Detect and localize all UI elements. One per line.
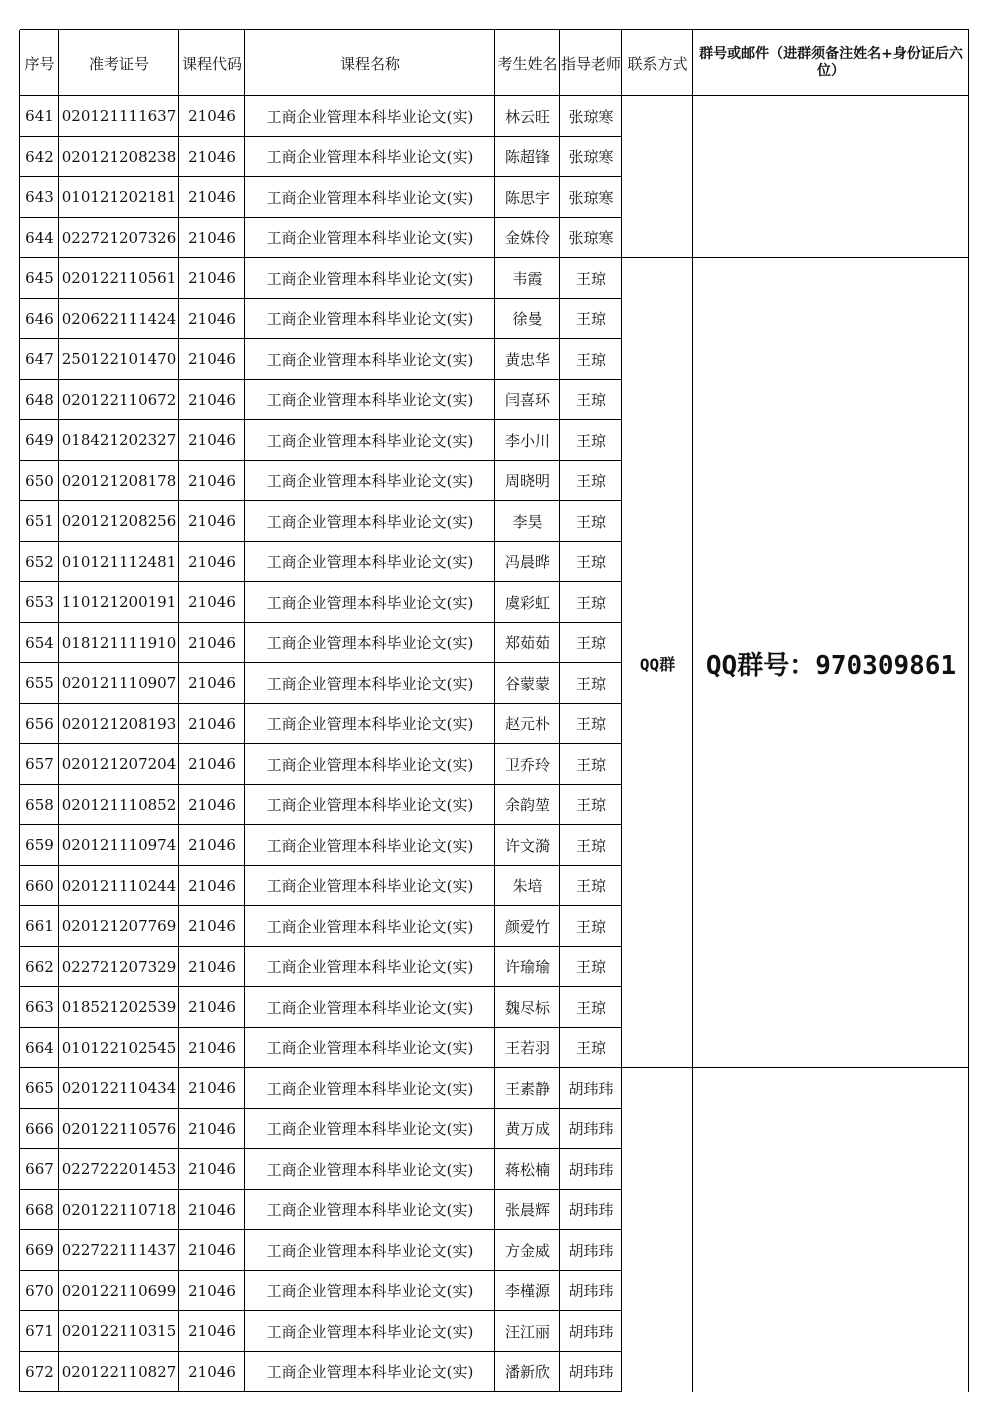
course-code-cell: 21046 (188, 107, 236, 126)
student-name-cell: 潘新欣 (504, 1363, 550, 1382)
advisor-cell: 王琼 (575, 269, 606, 288)
course-code-cell: 21046 (188, 1200, 236, 1219)
course-code-cell: 21046 (188, 309, 236, 328)
seq-cell: 663 (25, 998, 54, 1017)
advisor-cell: 王琼 (575, 958, 606, 977)
student-name-cell: 朱培 (512, 877, 543, 896)
course-code-cell: 21046 (188, 1038, 236, 1057)
exam-number-cell: 020121110244 (61, 876, 177, 895)
seq-cell: 664 (25, 1038, 54, 1057)
exam-number-cell: 020122110699 (61, 1281, 177, 1300)
course-name-cell: 工商企业管理本科毕业论文(实) (266, 553, 474, 572)
header-seq: 序号 (24, 54, 55, 73)
header-group-info: 群号或邮件（进群须备注姓名+身份证后六位） (699, 46, 963, 79)
course-name-cell: 工商企业管理本科毕业论文(实) (266, 148, 474, 167)
advisor-cell: 王琼 (575, 431, 606, 450)
exam-number-cell: 022722201453 (61, 1160, 177, 1179)
student-name-cell: 冯晨晔 (504, 553, 550, 572)
grid-vline (178, 30, 179, 1392)
exam-number-cell: 022722111437 (61, 1241, 177, 1260)
seq-cell: 660 (25, 876, 54, 895)
grid-vline (494, 30, 495, 1392)
course-name-cell: 工商企业管理本科毕业论文(实) (266, 877, 474, 896)
course-name-cell: 工商企业管理本科毕业论文(实) (266, 998, 474, 1017)
header-course-name: 课程名称 (339, 54, 400, 73)
exam-number-cell: 020121208238 (61, 147, 177, 166)
group-info-cell (693, 96, 969, 258)
exam-number-cell: 020122110672 (61, 390, 177, 409)
advisor-cell: 胡玮玮 (568, 1079, 614, 1098)
student-table (20, 30, 969, 1392)
exam-number-cell: 020122110576 (61, 1119, 177, 1138)
seq-cell: 662 (25, 957, 54, 976)
exam-number-cell: 022721207326 (61, 228, 177, 247)
course-code-cell: 21046 (188, 188, 236, 207)
course-name-cell: 工商企业管理本科毕业论文(实) (266, 391, 474, 410)
seq-cell: 666 (25, 1119, 54, 1138)
student-name-cell: 蒋松楠 (504, 1160, 550, 1179)
exam-number-cell: 020122110561 (61, 269, 177, 288)
grid-hline (20, 743, 622, 744)
seq-cell: 643 (25, 188, 54, 207)
course-code-cell: 21046 (188, 471, 236, 490)
student-name-cell: 余韵堃 (504, 796, 550, 815)
student-name-cell: 陈超锋 (504, 148, 550, 167)
advisor-cell: 王琼 (575, 391, 606, 410)
grid-vline (244, 30, 245, 1392)
student-name-cell: 王若羽 (504, 1039, 550, 1058)
advisor-cell: 王琼 (575, 917, 606, 936)
grid-hline (20, 298, 622, 299)
course-code-cell: 21046 (188, 674, 236, 693)
seq-cell: 653 (25, 593, 54, 612)
course-code-cell: 21046 (188, 998, 236, 1017)
advisor-cell: 王琼 (575, 634, 606, 653)
student-name-cell: 许文漪 (504, 836, 550, 855)
course-name-cell: 工商企业管理本科毕业论文(实) (266, 1241, 474, 1260)
student-name-cell: 王素静 (504, 1079, 550, 1098)
grid-vline (19, 30, 20, 1392)
exam-number-cell: 018521202539 (61, 998, 177, 1017)
course-code-cell: 21046 (188, 593, 236, 612)
exam-number-cell: 020122110315 (61, 1322, 177, 1341)
grid-hline (20, 1189, 622, 1190)
exam-number-cell: 020121208193 (61, 714, 177, 733)
advisor-cell: 王琼 (575, 755, 606, 774)
course-code-cell: 21046 (188, 269, 236, 288)
exam-number-cell: 020121208256 (61, 512, 177, 531)
course-code-cell: 21046 (188, 755, 236, 774)
course-name-cell: 工商企业管理本科毕业论文(实) (266, 269, 474, 288)
advisor-cell: 王琼 (575, 1039, 606, 1058)
contact-cell (622, 96, 693, 258)
seq-cell: 665 (25, 1079, 54, 1098)
group-info-cell: QQ群号：970309861 (705, 650, 957, 681)
student-name-cell: 颜爱竹 (504, 917, 550, 936)
course-name-cell: 工商企业管理本科毕业论文(实) (266, 1322, 474, 1341)
advisor-cell: 胡玮玮 (568, 1363, 614, 1382)
grid-hline (20, 1027, 622, 1028)
exam-number-cell: 020121110907 (61, 674, 177, 693)
course-code-cell: 21046 (188, 1362, 236, 1381)
student-name-cell: 黄忠华 (504, 350, 550, 369)
course-code-cell: 21046 (188, 390, 236, 409)
grid-hline (20, 1351, 622, 1352)
grid-hline (20, 622, 622, 623)
grid-hline (20, 1391, 622, 1392)
course-code-cell: 21046 (188, 714, 236, 733)
course-name-cell: 工商企业管理本科毕业论文(实) (266, 593, 474, 612)
exam-number-cell: 020622111424 (61, 309, 177, 328)
exam-number-cell: 020121207204 (61, 755, 177, 774)
grid-vline (692, 30, 693, 1392)
seq-cell: 656 (25, 714, 54, 733)
grid-hline (20, 986, 622, 987)
header-exam-number: 准考证号 (88, 54, 149, 73)
grid-hline (20, 824, 622, 825)
course-name-cell: 工商企业管理本科毕业论文(实) (266, 472, 474, 491)
grid-hline (20, 460, 622, 461)
advisor-cell: 王琼 (575, 998, 606, 1017)
student-name-cell: 方金威 (504, 1241, 550, 1260)
grid-hline (20, 784, 622, 785)
grid-hline (20, 1108, 622, 1109)
exam-number-cell: 020121111637 (61, 107, 177, 126)
exam-number-cell: 110121200191 (61, 593, 177, 612)
student-name-cell: 金姝伶 (504, 229, 550, 248)
student-name-cell: 陈思宇 (504, 188, 550, 207)
grid-hline (20, 1067, 969, 1068)
grid-hline (20, 338, 622, 339)
course-name-cell: 工商企业管理本科毕业论文(实) (266, 350, 474, 369)
header-advisor: 指导老师 (560, 54, 621, 73)
course-code-cell: 21046 (188, 957, 236, 976)
grid-hline (20, 29, 969, 30)
contact-cell: QQ群 (639, 654, 676, 674)
grid-vline (968, 30, 969, 1392)
grid-hline (20, 1148, 622, 1149)
seq-cell: 657 (25, 755, 54, 774)
course-code-cell: 21046 (188, 876, 236, 895)
grid-vline (559, 30, 560, 1392)
grid-vline (58, 30, 59, 1392)
grid-hline (20, 257, 969, 258)
grid-hline (20, 379, 622, 380)
exam-number-cell: 020121208178 (61, 471, 177, 490)
course-name-cell: 工商企业管理本科毕业论文(实) (266, 310, 474, 329)
student-name-cell: 闫喜环 (504, 391, 550, 410)
course-name-cell: 工商企业管理本科毕业论文(实) (266, 715, 474, 734)
exam-number-cell: 010122102545 (61, 1038, 177, 1057)
seq-cell: 672 (25, 1362, 54, 1381)
course-code-cell: 21046 (188, 1119, 236, 1138)
student-name-cell: 郑茹茹 (504, 634, 550, 653)
header-contact: 联系方式 (627, 54, 688, 73)
course-code-cell: 21046 (188, 1160, 236, 1179)
exam-number-cell: 022721207329 (61, 957, 177, 976)
advisor-cell: 王琼 (575, 593, 606, 612)
seq-cell: 667 (25, 1160, 54, 1179)
course-name-cell: 工商企业管理本科毕业论文(实) (266, 917, 474, 936)
grid-hline (20, 703, 622, 704)
advisor-cell: 胡玮玮 (568, 1241, 614, 1260)
student-name-cell: 赵元朴 (504, 715, 550, 734)
exam-number-cell: 010121202181 (61, 188, 177, 207)
exam-number-cell: 020121110852 (61, 795, 177, 814)
advisor-cell: 张琼寒 (568, 229, 614, 248)
course-code-cell: 21046 (188, 836, 236, 855)
student-name-cell: 魏尽标 (504, 998, 550, 1017)
contact-cell (622, 1068, 693, 1392)
seq-cell: 651 (25, 512, 54, 531)
advisor-cell: 张琼寒 (568, 107, 614, 126)
seq-cell: 671 (25, 1322, 54, 1341)
student-name-cell: 徐曼 (512, 310, 543, 329)
course-name-cell: 工商企业管理本科毕业论文(实) (266, 796, 474, 815)
student-name-cell: 张晨辉 (504, 1201, 550, 1220)
exam-number-cell: 018121111910 (61, 633, 177, 652)
course-code-cell: 21046 (188, 512, 236, 531)
grid-hline (20, 217, 622, 218)
course-code-cell: 21046 (188, 552, 236, 571)
course-name-cell: 工商企业管理本科毕业论文(实) (266, 188, 474, 207)
grid-hline (20, 95, 969, 96)
grid-hline (20, 581, 622, 582)
advisor-cell: 王琼 (575, 674, 606, 693)
exam-number-cell: 020121110974 (61, 836, 177, 855)
course-code-cell: 21046 (188, 228, 236, 247)
seq-cell: 649 (25, 431, 54, 450)
course-name-cell: 工商企业管理本科毕业论文(实) (266, 512, 474, 531)
exam-number-cell: 020122110434 (61, 1079, 177, 1098)
exam-number-cell: 250122101470 (61, 350, 177, 369)
course-name-cell: 工商企业管理本科毕业论文(实) (266, 1160, 474, 1179)
exam-number-cell: 018421202327 (61, 431, 177, 450)
seq-cell: 644 (25, 228, 54, 247)
grid-hline (20, 662, 622, 663)
course-name-cell: 工商企业管理本科毕业论文(实) (266, 958, 474, 977)
advisor-cell: 胡玮玮 (568, 1201, 614, 1220)
seq-cell: 641 (25, 107, 54, 126)
advisor-cell: 胡玮玮 (568, 1160, 614, 1179)
grid-hline (20, 419, 622, 420)
course-code-cell: 21046 (188, 1079, 236, 1098)
advisor-cell: 王琼 (575, 877, 606, 896)
advisor-cell: 张琼寒 (568, 148, 614, 167)
seq-cell: 642 (25, 147, 54, 166)
advisor-cell: 王琼 (575, 796, 606, 815)
seq-cell: 648 (25, 390, 54, 409)
header-student-name: 考生姓名 (497, 54, 558, 73)
grid-hline (20, 1270, 622, 1271)
advisor-cell: 王琼 (575, 836, 606, 855)
advisor-cell: 张琼寒 (568, 188, 614, 207)
student-name-cell: 周晓明 (504, 472, 550, 491)
student-name-cell: 李槿源 (504, 1282, 550, 1301)
student-name-cell: 虞彩虹 (504, 593, 550, 612)
student-name-cell: 林云旺 (504, 107, 550, 126)
seq-cell: 669 (25, 1241, 54, 1260)
exam-number-cell: 010121112481 (61, 552, 177, 571)
course-code-cell: 21046 (188, 1241, 236, 1260)
course-name-cell: 工商企业管理本科毕业论文(实) (266, 674, 474, 693)
course-code-cell: 21046 (188, 1281, 236, 1300)
course-code-cell: 21046 (188, 350, 236, 369)
advisor-cell: 王琼 (575, 715, 606, 734)
grid-hline (20, 865, 622, 866)
grid-hline (20, 905, 622, 906)
grid-hline (20, 136, 622, 137)
seq-cell: 654 (25, 633, 54, 652)
seq-cell: 668 (25, 1200, 54, 1219)
course-name-cell: 工商企业管理本科毕业论文(实) (266, 1079, 474, 1098)
advisor-cell: 王琼 (575, 472, 606, 491)
advisor-cell: 胡玮玮 (568, 1282, 614, 1301)
seq-cell: 670 (25, 1281, 54, 1300)
course-name-cell: 工商企业管理本科毕业论文(实) (266, 836, 474, 855)
header-course-code: 课程代码 (181, 54, 242, 73)
seq-cell: 646 (25, 309, 54, 328)
seq-cell: 659 (25, 836, 54, 855)
course-name-cell: 工商企业管理本科毕业论文(实) (266, 1201, 474, 1220)
course-code-cell: 21046 (188, 917, 236, 936)
course-name-cell: 工商企业管理本科毕业论文(实) (266, 634, 474, 653)
course-name-cell: 工商企业管理本科毕业论文(实) (266, 1363, 474, 1382)
course-name-cell: 工商企业管理本科毕业论文(实) (266, 1120, 474, 1139)
course-code-cell: 21046 (188, 431, 236, 450)
student-name-cell: 卫乔玲 (504, 755, 550, 774)
student-name-cell: 谷蒙蒙 (504, 674, 550, 693)
course-name-cell: 工商企业管理本科毕业论文(实) (266, 1282, 474, 1301)
course-name-cell: 工商企业管理本科毕业论文(实) (266, 1039, 474, 1058)
seq-cell: 658 (25, 795, 54, 814)
grid-hline (20, 500, 622, 501)
exam-number-cell: 020122110827 (61, 1362, 177, 1381)
advisor-cell: 王琼 (575, 553, 606, 572)
group-info-cell (693, 1068, 969, 1392)
seq-cell: 650 (25, 471, 54, 490)
course-code-cell: 21046 (188, 633, 236, 652)
advisor-cell: 王琼 (575, 350, 606, 369)
grid-vline (621, 30, 622, 1392)
course-code-cell: 21046 (188, 795, 236, 814)
student-name-cell: 黄万成 (504, 1120, 550, 1139)
seq-cell: 655 (25, 674, 54, 693)
advisor-cell: 王琼 (575, 512, 606, 531)
seq-cell: 661 (25, 917, 54, 936)
course-name-cell: 工商企业管理本科毕业论文(实) (266, 431, 474, 450)
advisor-cell: 王琼 (575, 310, 606, 329)
course-code-cell: 21046 (188, 1322, 236, 1341)
exam-number-cell: 020122110718 (61, 1200, 177, 1219)
grid-hline (20, 946, 622, 947)
advisor-cell: 胡玮玮 (568, 1120, 614, 1139)
grid-hline (20, 541, 622, 542)
seq-cell: 645 (25, 269, 54, 288)
course-name-cell: 工商企业管理本科毕业论文(实) (266, 755, 474, 774)
course-name-cell: 工商企业管理本科毕业论文(实) (266, 107, 474, 126)
exam-number-cell: 020121207769 (61, 917, 177, 936)
student-name-cell: 许瑜瑜 (504, 958, 550, 977)
seq-cell: 647 (25, 350, 54, 369)
grid-hline (20, 176, 622, 177)
student-name-cell: 韦霞 (512, 269, 543, 288)
seq-cell: 652 (25, 552, 54, 571)
grid-hline (20, 1310, 622, 1311)
student-name-cell: 汪江丽 (504, 1322, 550, 1341)
student-name-cell: 李小川 (504, 431, 550, 450)
advisor-cell: 胡玮玮 (568, 1322, 614, 1341)
student-name-cell: 李昊 (512, 512, 543, 531)
course-code-cell: 21046 (188, 147, 236, 166)
grid-hline (20, 1229, 622, 1230)
course-name-cell: 工商企业管理本科毕业论文(实) (266, 229, 474, 248)
